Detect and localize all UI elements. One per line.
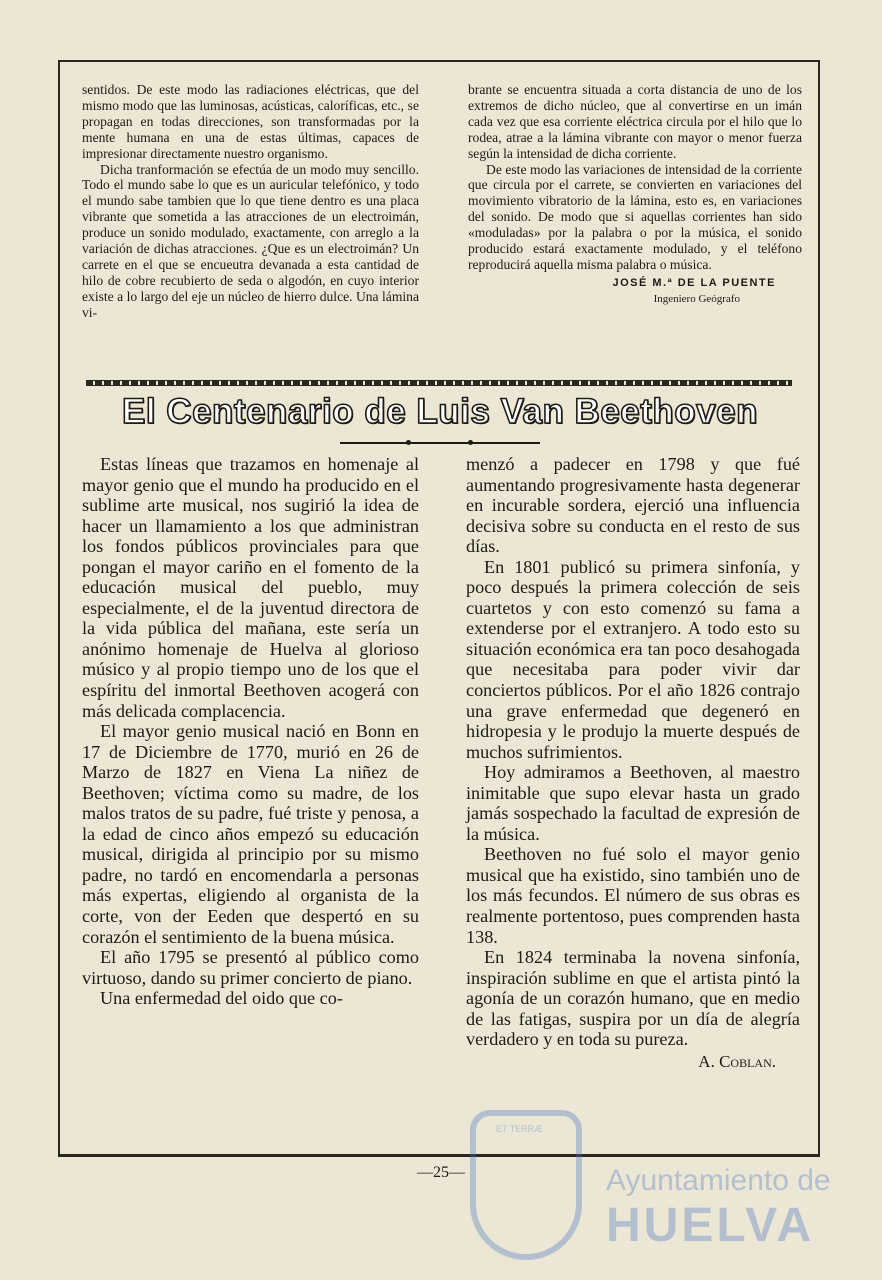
article-paragraph: menzó a padecer en 1798 y que fué aumentando progresivamente hasta degenerar en incurable sordera, ejerció una influencia decisiva sobre su conducta en el resto de sus días. (466, 454, 800, 557)
page-number: —25— (417, 1164, 465, 1181)
article-paragraph: El mayor genio musical nació en Bonn en 17 de Diciembre de 1770, murió en 26 de Marzo de 1827 en Viena La niñez de Beethoven; víctima como su madre, de los malos tratos de su padre, fué triste y penosa, a la edad de cinco años empezó su educación musical, dirigida al principio por su mismo padre, no tardó en encomendarla a personas más expertas, eligiendo al organista de la corte, von der Eeden que despertó en su corazón el sentimiento de la buena música. (82, 721, 419, 947)
article-paragraph: En 1824 terminaba la novena sinfonía, inspiración sublime en que el artista pintó la agonía de un corazón humano, que en medio de las fatigas, suspira por un día de alegría verdadero y en toda su pureza. (466, 947, 800, 1050)
previous-article-paragraph: sentidos. De este modo las radiaciones eléctricas, que del mismo modo que las luminosas, acústicas, caloríficas, etc., se propagan en todas direcciones, son transformadas por la mente humana en una de estas últimas, capaces de impresionar directamente nuestro organismo. (82, 82, 419, 161)
previous-article-paragraph: Dicha tranformación se efectúa de un modo muy sencillo. Todo el mundo sabe lo que es un auricular telefónico, y todo el mundo sabe tambien que lo que tiene dentro es una placa vibrante que sometida a las atracciones de un electroimán, produce un sonido modulado, exactamente, con arreglo a la variación de dichas atracciones. ¿Que es un electroimán? Un carrete en el que se encueutra devanada a esta cantidad de hilo de cobre recubierto de seda o algodón, en cuyo interior existe a lo largo del eje un núcleo de hierro dulce. Una lámina vi- (82, 161, 419, 320)
previous-article-signature: JOSÉ M.ª DE LA PUENTE (612, 276, 776, 289)
previous-article-paragraph: brante se encuentra situada a corta distancia de uno de los extremos de dicho núcleo, que al convertirse en un imán cada vez que esa corriente eléctrica circula por el hilo que lo rodea, atrae a la lámina vibrante con mayor o menor fuerza según la intensidad de dicha corriente. (468, 82, 802, 161)
article-paragraph: Estas líneas que trazamos en homenaje al mayor genio que el mundo ha producido en el sublime arte musical, nos sugirió la idea de hacer un llamamiento a los que administran los fondos públicos provinciales para que pongan el mayor cariño en el fomento de la educación musical del pueblo, muy especialmente, el de la juventud directora de la vida pública del mañana, este sería un anónimo homenaje de Huelva al glorioso músico y al propio tiempo uno de los que el espíritu del inmortal Beethoven acogerá con más delicada complacencia. (82, 454, 419, 721)
watermark-shield-text: ET TERRÆ (496, 1124, 544, 1134)
previous-article-left-column (82, 82, 419, 321)
watermark-line2: HUELVA (606, 1199, 815, 1252)
previous-article-right-column (468, 82, 802, 308)
article-left-column (82, 454, 419, 1009)
article-title: El Centenario de Luis Van Beethoven (122, 392, 758, 431)
article-author: A. Coblan. (698, 1051, 776, 1071)
article-paragraph: Una enfermedad del oido que co- (100, 988, 343, 1009)
dotted-divider (86, 380, 792, 386)
article-paragraph: En 1801 publicó su primera sinfonía, y poco después la primera colección de seis cuartetos y con esto comenzó su fama a extenderse por el extranjero. A todo esto su situación económica era tan poco desahogada que necesitaba para poder vivir dar conciertos públicos. Por el año 1826 contrajo una grave enfermedad que degeneró en hidropesia y le produjo la muerte después de muchos sufrimientos. (466, 556, 800, 762)
previous-article-signature-role: Ingeniero Geógrafo (653, 292, 740, 305)
watermark (470, 1110, 831, 1270)
article-paragraph: Hoy admiramos a Beethoven, al maestro inimitable que supo elevar hasta un grado jamás sospechado la facultad de expresión de la música. (466, 762, 800, 844)
article-paragraph: El año 1795 se presentó al público como virtuoso, dando su primer concierto de piano. (82, 947, 419, 988)
previous-article-paragraph: De este modo las variaciones de intensidad de la corriente que circula por el carrete, se convierten en variaciones del movimiento vibratorio de la lámina, esto es, en variaciones del sonido. De modo que si aquellas corrientes han sido «moduladas» por la palabra o por la música, el sonido producido estará exactamente modulado, y el teléfono reproducirá aquella misma palabra o música. (468, 161, 802, 272)
article-right-column (466, 454, 800, 1072)
article-paragraph: Beethoven no fué solo el mayor genio musical que ha existido, sino también uno de los más fecundos. El número de sus obras es realmente portentoso, pues comprenden hasta 138. (466, 844, 800, 947)
watermark-line1: Ayuntamiento de (606, 1164, 831, 1197)
title-ornament (340, 440, 540, 446)
